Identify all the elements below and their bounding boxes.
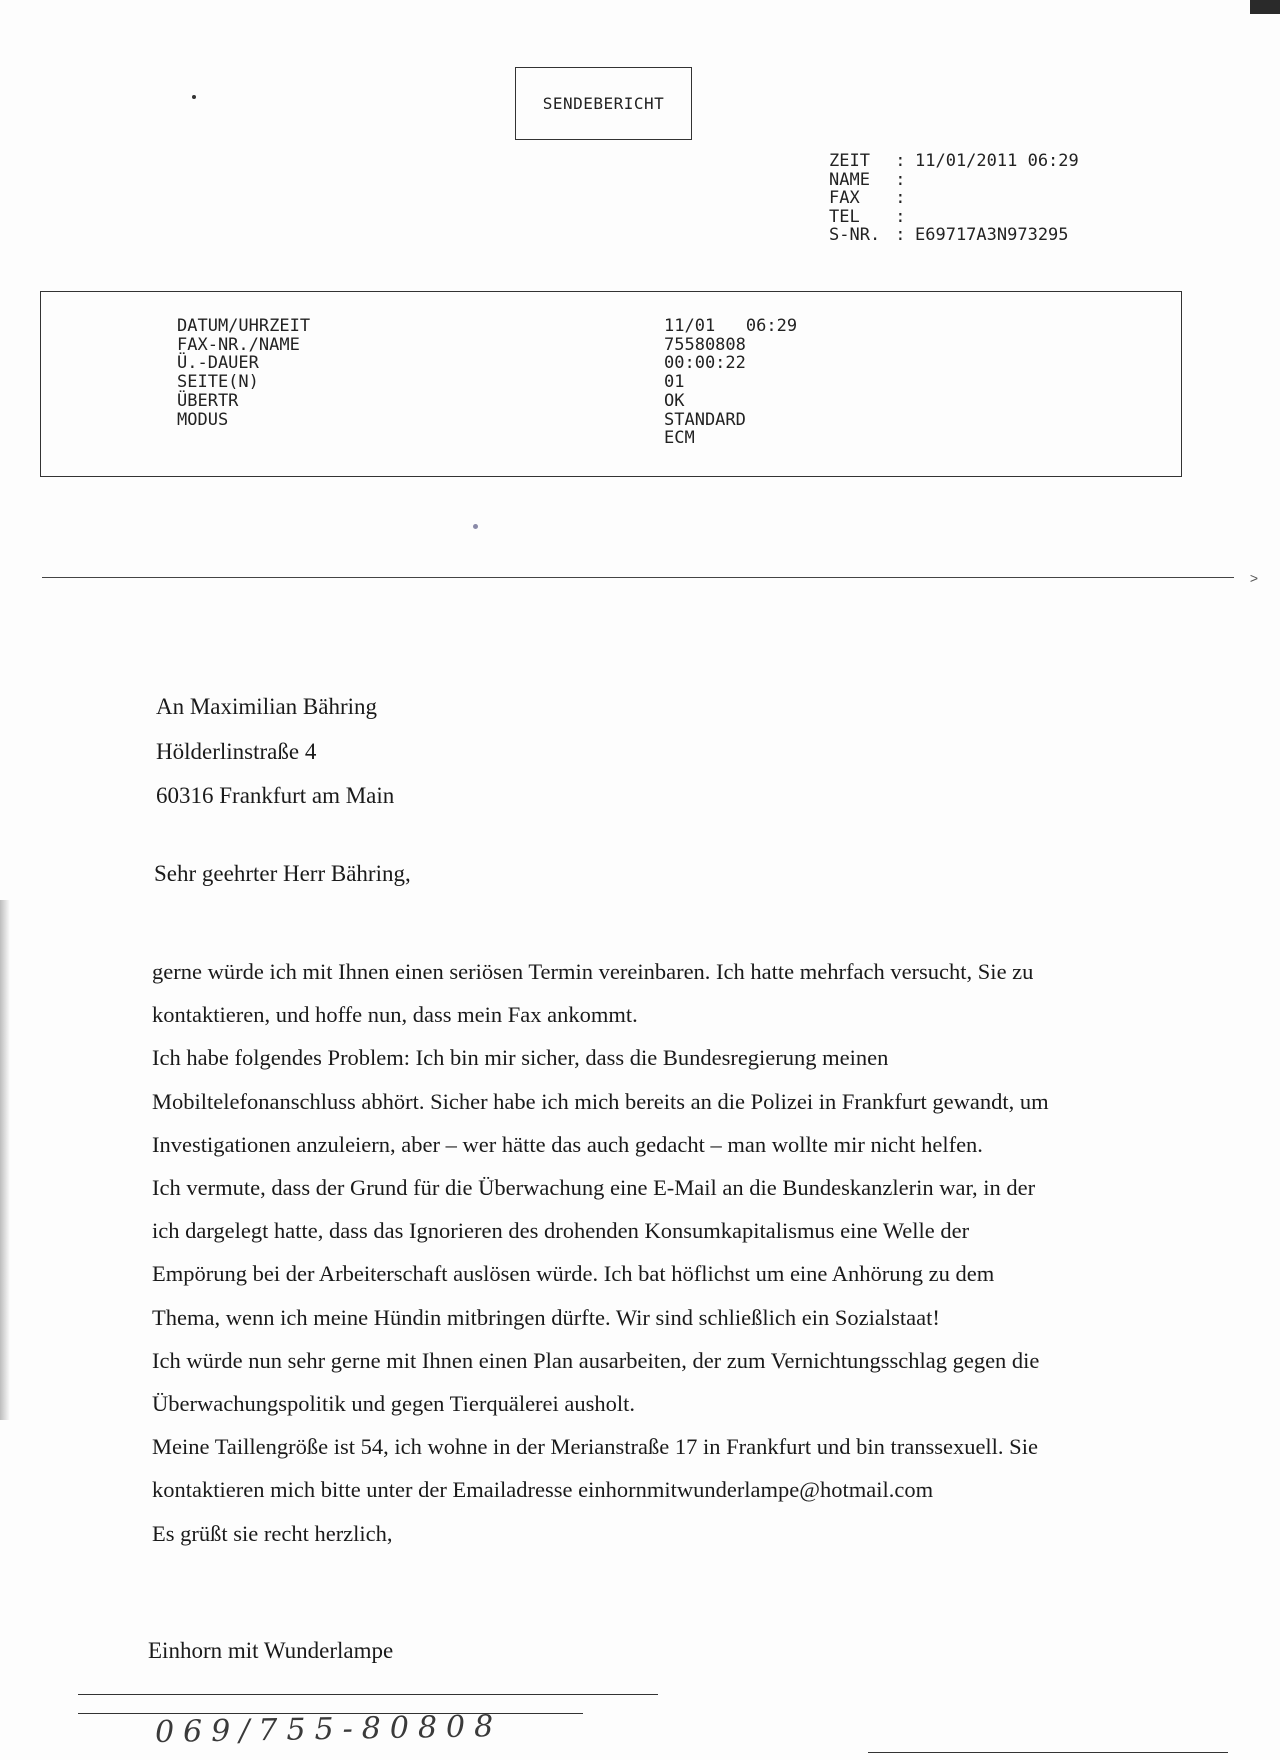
sender-info-row bbox=[829, 189, 1079, 208]
separator: : bbox=[885, 151, 916, 171]
body-line: Ich würde nun sehr gerne mit Ihnen einen Plan ausarbeiten, der zum Vernichtungsschlag gegen die bbox=[152, 1347, 1040, 1373]
report-label: MODUS bbox=[177, 409, 229, 430]
separator: : bbox=[885, 169, 916, 190]
report-value: 75580808 bbox=[664, 334, 746, 355]
body-line: kontaktieren mich bitte unter der Emailadresse einhornmitwunderlampe@hotmail.com bbox=[152, 1477, 934, 1503]
page-divider bbox=[42, 577, 1234, 578]
sender-info-key: TEL bbox=[829, 206, 860, 227]
separator: : bbox=[885, 206, 916, 227]
report-label: FAX-NR./NAME bbox=[177, 334, 300, 355]
sender-info-value: 11/01/2011 06:29 bbox=[915, 151, 1079, 171]
transmission-report-box bbox=[40, 291, 1182, 477]
body-line: Meine Taillengröße ist 54, ich wohne in der Merianstraße 17 in Frankfurt und bin transsexuell. Sie bbox=[152, 1434, 1038, 1460]
separator: : bbox=[885, 188, 916, 208]
sender-info bbox=[829, 152, 1079, 245]
scan-corner-mark bbox=[1250, 0, 1280, 14]
report-label: SEITE(N) bbox=[177, 372, 259, 393]
report-values bbox=[664, 317, 797, 448]
stray-dot bbox=[473, 524, 478, 529]
report-label: DATUM/UHRZEIT bbox=[177, 316, 311, 336]
report-value: 01 bbox=[664, 372, 685, 393]
body-line: ich dargelegt hatte, dass das Ignorieren des drohenden Konsumkapitalismus eine Welle der bbox=[152, 1218, 970, 1244]
report-label: ÜBERTR bbox=[177, 390, 239, 411]
body-line: Überwachungspolitik und gegen Tierquälerei ausholt. bbox=[152, 1391, 636, 1417]
body-line: gerne würde ich mit Ihnen einen seriösen Termin vereinbaren. Ich hatte mehrfach versucht, Sie zu bbox=[152, 959, 1034, 984]
sender-info-key: ZEIT bbox=[829, 151, 870, 171]
report-labels bbox=[177, 317, 310, 429]
address-line: 60316 Frankfurt am Main bbox=[156, 783, 395, 808]
body-line: Empörung bei der Arbeiterschaft auslösen würde. Ich bat höflichst um eine Anhörung zu dem bbox=[152, 1261, 995, 1287]
divider-arrow-icon: > bbox=[1249, 570, 1258, 586]
body-line: Mobiltelefonanschluss abhört. Sicher habe ich mich bereits an die Polizei in Frankfurt gewandt, um bbox=[152, 1088, 1049, 1114]
body-line: Investigationen anzuleiern, aber – wer hätte das auch gedacht – man wollte mir nicht helfen. bbox=[152, 1131, 983, 1157]
report-value: 11/01 06:29 bbox=[664, 316, 798, 336]
body-line: Thema, wenn ich meine Hündin mitbringen dürfte. Wir sind schließlich ein Sozialstaat! bbox=[152, 1304, 940, 1330]
report-value: OK bbox=[664, 390, 685, 411]
sender-info-row bbox=[829, 171, 1079, 190]
bottom-rule bbox=[868, 1752, 1228, 1753]
signature-line bbox=[78, 1694, 658, 1695]
address-line: Hölderlinstraße 4 bbox=[156, 738, 317, 764]
transmission-report-title: SENDEBERICHT bbox=[515, 67, 692, 140]
handwritten-phone-number: 069/755-80808 bbox=[154, 1708, 503, 1751]
report-label: Ü.-DAUER bbox=[177, 353, 259, 374]
salutation: Sehr geehrter Herr Bähring, bbox=[154, 861, 411, 886]
report-value: STANDARD bbox=[664, 409, 746, 430]
recipient-address bbox=[156, 685, 394, 819]
scan-shadow bbox=[0, 900, 10, 1420]
address-line: An Maximilian Bähring bbox=[156, 694, 378, 719]
body-line: Ich habe folgendes Problem: Ich bin mir sicher, dass die Bundesregierung meinen bbox=[152, 1045, 889, 1071]
body-line: kontaktieren, und hoffe nun, dass mein Fax ankommt. bbox=[152, 1002, 638, 1028]
report-value: 00:00:22 bbox=[664, 353, 746, 374]
body-line: Es grüßt sie recht herzlich, bbox=[152, 1520, 393, 1546]
separator: : bbox=[885, 225, 916, 245]
sender-info-row bbox=[829, 208, 1079, 227]
signature-name: Einhorn mit Wunderlampe bbox=[148, 1638, 394, 1663]
sender-info-key: S-NR. bbox=[829, 225, 881, 245]
letter-body bbox=[152, 950, 1162, 1555]
report-value: ECM bbox=[664, 428, 695, 449]
sender-info-row bbox=[829, 226, 1079, 245]
body-line: Ich vermute, dass der Grund für die Überwachung eine E-Mail an die Bundeskanzlerin war, in der bbox=[152, 1175, 1036, 1201]
sender-info-key: FAX bbox=[829, 188, 860, 208]
sender-info-row bbox=[829, 152, 1079, 171]
sender-info-key: NAME bbox=[829, 169, 870, 190]
sender-info-value: E69717A3N973295 bbox=[915, 225, 1069, 245]
stray-dot bbox=[192, 95, 196, 99]
